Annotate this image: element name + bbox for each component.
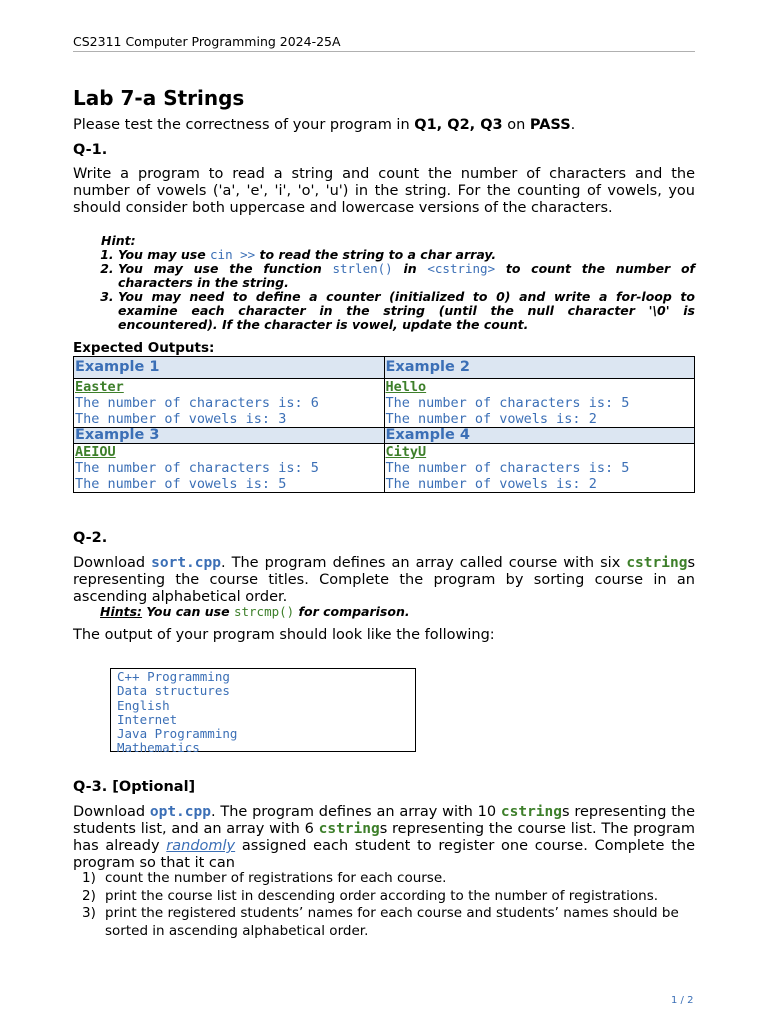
example-title: Example 2: [384, 357, 695, 379]
example-output-line: The number of characters is: 5: [385, 395, 630, 411]
sort-cpp-file: sort.cpp: [151, 555, 221, 571]
cstring-code: cstring: [500, 804, 562, 820]
list-text: print the registered students’ names for each course and students’ names should be sorted in ascending alphabetical order.: [105, 905, 679, 939]
list-text: count the number of registrations for each course.: [105, 870, 447, 886]
examples-table: [73, 356, 695, 493]
randomly-link[interactable]: randomly: [166, 838, 236, 854]
example-output: [74, 444, 385, 493]
q2-hints-label: Hints:: [100, 604, 143, 619]
q3-text: Download: [73, 804, 150, 820]
q1-hint-item: [118, 248, 695, 262]
hint-text: in: [392, 261, 428, 276]
q2-hint: [100, 605, 410, 619]
example-input: CityU: [385, 444, 427, 460]
q1-hints: [73, 234, 695, 332]
output-line: Java Programming: [117, 726, 238, 742]
q3-text: s representing the course list. The program has already: [73, 821, 695, 854]
cstring-code: cstring: [626, 555, 688, 571]
list-item: [73, 888, 695, 906]
opt-cpp-file: opt.cpp: [149, 804, 211, 820]
q3-text: . The program defines an array with 10: [210, 804, 501, 820]
list-number: 2): [82, 887, 96, 904]
output-line: English: [117, 697, 170, 713]
list-number: 3): [82, 905, 96, 921]
q2-text: Download: [73, 555, 152, 571]
cstring-code: cstring: [318, 821, 380, 837]
intro-line: [73, 117, 695, 134]
hint-code-strlen: strlen(): [332, 261, 393, 276]
page-title: Lab 7-a Strings: [73, 86, 245, 110]
q1-description: Write a program to read a string and count the number of characters and the number of vowels ('a', 'e', 'i', 'o', 'u') in the string. For the counting of vowels, you should consider both uppercase and lowercase versions of the characters.: [73, 166, 695, 216]
hint-text: to read the string to a char array.: [255, 247, 497, 262]
example-output-line: The number of characters is: 6: [75, 395, 319, 411]
intro-pass: PASS: [529, 117, 571, 133]
q2-text: s representing the course titles. Complete the program by sorting course in an ascending alphabetical order.: [73, 555, 695, 605]
q1-hint-item: [118, 262, 695, 290]
q1-hint-label: Hint:: [101, 233, 136, 248]
example-output-line: The number of vowels is: 2: [385, 411, 597, 427]
example-title: Example 3: [74, 428, 385, 444]
example-input: AEIOU: [75, 444, 116, 460]
q2-heading: Q-2.: [73, 530, 108, 546]
q2-description: [73, 555, 695, 606]
hint-text: for comparison.: [294, 604, 410, 619]
example-output-line: The number of vowels is: 2: [385, 476, 597, 492]
hint-text: You may use: [118, 247, 211, 262]
expected-outputs-label: Expected Outputs:: [73, 340, 215, 356]
example-input: Easter: [75, 379, 124, 395]
q3-text: s representing the students list, and an array with 6: [73, 804, 696, 837]
list-number: 1): [82, 870, 96, 886]
output-line: C++ Programming: [117, 669, 230, 684]
example-title: Example 1: [74, 357, 385, 379]
q3-heading: Q-3. [Optional]: [73, 779, 196, 795]
q2-text: . The program defines an array called course with six: [220, 555, 627, 571]
example-output: [384, 379, 695, 428]
example-input: Hello: [385, 379, 427, 395]
example-output-line: The number of characters is: 5: [75, 460, 319, 476]
example-output: [384, 444, 695, 493]
list-text: print the course list in descending order according to the number of registrations.: [105, 887, 659, 904]
example-output: [74, 379, 385, 428]
output-line: Data structures: [117, 683, 230, 699]
list-item: [73, 870, 695, 888]
intro-text: Please test the correctness of your program in: [73, 117, 415, 133]
q1-heading: Q-1.: [73, 142, 108, 158]
hint-code-cin: cin >>: [210, 247, 256, 262]
page-number: 1 / 2: [671, 995, 694, 1006]
q2-sample-output: [110, 668, 416, 756]
q3-description: [73, 804, 695, 872]
output-line: Internet: [117, 711, 178, 727]
example-title: Example 4: [384, 428, 695, 444]
hint-text: You can use: [142, 604, 234, 619]
q2-output-intro: The output of your program should look like the following:: [73, 627, 495, 643]
example-output-line: The number of characters is: 5: [385, 460, 630, 476]
example-output-line: The number of vowels is: 3: [75, 411, 287, 427]
hint-code-cstring: <cstring>: [427, 261, 496, 276]
output-line: Mathematics: [117, 740, 200, 756]
q3-task-list: [73, 870, 695, 940]
hint-text: You may use the function: [118, 261, 333, 276]
example-output-line: The number of vowels is: 5: [75, 476, 287, 492]
hint-text: to count the number of characters in the string.: [118, 261, 695, 290]
q1-hint-item: 3. You may need to define a counter (initialized to 0) and write a for-loop to examine each character in the string (until the null character '\0' is encountered). If the character is vowel, update the count.: [118, 290, 695, 332]
intro-questions: Q1, Q2, Q3: [414, 117, 503, 133]
hint-code-strcmp: strcmp(): [233, 604, 295, 619]
intro-text-on: on: [502, 117, 530, 133]
q3-text: assigned each student to register one course. Complete the program so that it can: [73, 838, 696, 871]
intro-period: .: [570, 117, 576, 133]
list-item: [73, 905, 695, 940]
page-header: CS2311 Computer Programming 2024-25A: [73, 34, 695, 52]
